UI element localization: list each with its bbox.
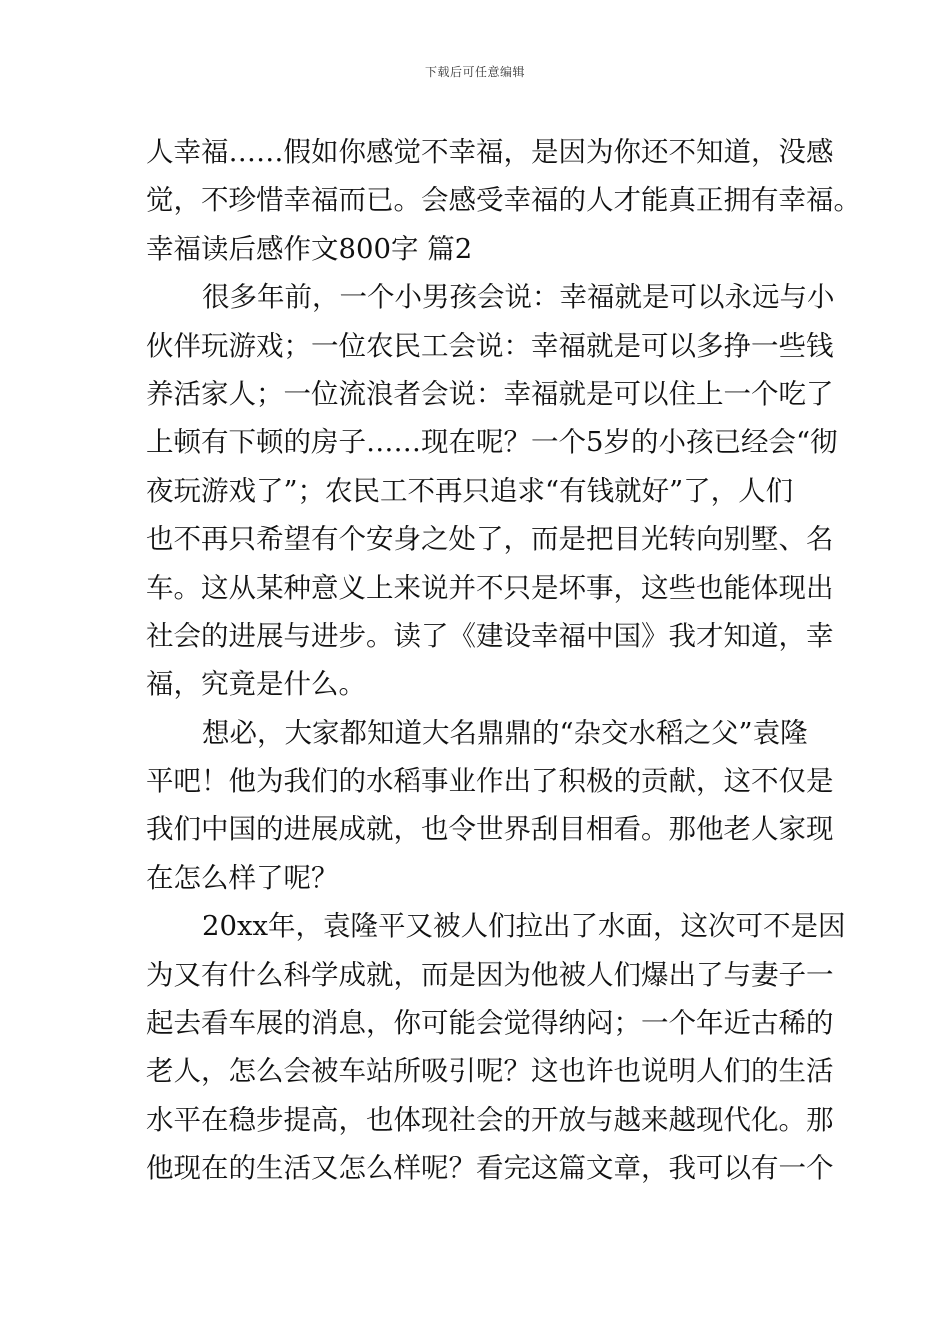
page-header: 下载后可任意编辑 (424, 65, 525, 79)
text-line: 伙伴玩游戏；一位农民工会说：幸福就是可以多挣一些钱 (146, 329, 834, 362)
text-line: 平吧！他为我们的水稻事业作出了积极的贡献，这不仅是 (146, 765, 834, 798)
paragraph-first-line: 很多年前，一个小男孩会说：幸福就是可以永远与小 (202, 281, 835, 314)
text-line: 社会的进展与进步。读了《建设幸福中国》我才知道，幸 (146, 619, 834, 652)
text-line: 觉，不珍惜幸福而已。会感受幸福的人才能真正拥有幸福。 (146, 184, 861, 217)
text-line: 水平在稳步提高，也体现社会的开放与越来越现代化。那 (146, 1103, 834, 1136)
text-line: 他现在的生活又怎么样呢？看完这篇文章，我可以有一个 (146, 1152, 834, 1185)
text-line: 夜玩游戏了”；农民工不再只追求“有钱就好”了，人们 (146, 474, 794, 507)
text-line: 老人，怎么会被车站所吸引呢？这也许也说明人们的生活 (146, 1055, 834, 1088)
paragraph-first-line: 想必，大家都知道大名鼎鼎的“杂交水稻之父”袁隆 (202, 716, 808, 749)
text-line: 起去看车展的消息，你可能会觉得纳闷；一个年近古稀的 (146, 1007, 834, 1040)
text-line: 上顿有下顿的房子……现在呢？一个5岁的小孩已经会“彻 (146, 426, 838, 459)
paragraph-first-line: 20xx年，袁隆平又被人们拉出了水面，这次可不是因 (202, 910, 846, 943)
text-line: 养活家人；一位流浪者会说：幸福就是可以住上一个吃了 (146, 377, 834, 410)
text-line: 也不再只希望有个安身之处了，而是把目光转向别墅、名 (146, 523, 834, 556)
section-heading: 幸福读后感作文800字 篇2 (146, 232, 473, 265)
text-line: 为又有什么科学成就，而是因为他被人们爆出了与妻子一 (146, 958, 834, 991)
text-line: 车。这从某种意义上来说并不只是坏事，这些也能体现出 (146, 571, 834, 604)
text-line: 人幸福……假如你感觉不幸福，是因为你还不知道，没感 (146, 136, 834, 168)
text-line: 福，究竟是什么。 (146, 668, 366, 701)
text-line: 我们中国的进展成就，也令世界刮目相看。那他老人家现 (146, 813, 834, 846)
text-line: 在怎么样了呢？ (146, 861, 339, 894)
document-body (146, 128, 861, 1193)
